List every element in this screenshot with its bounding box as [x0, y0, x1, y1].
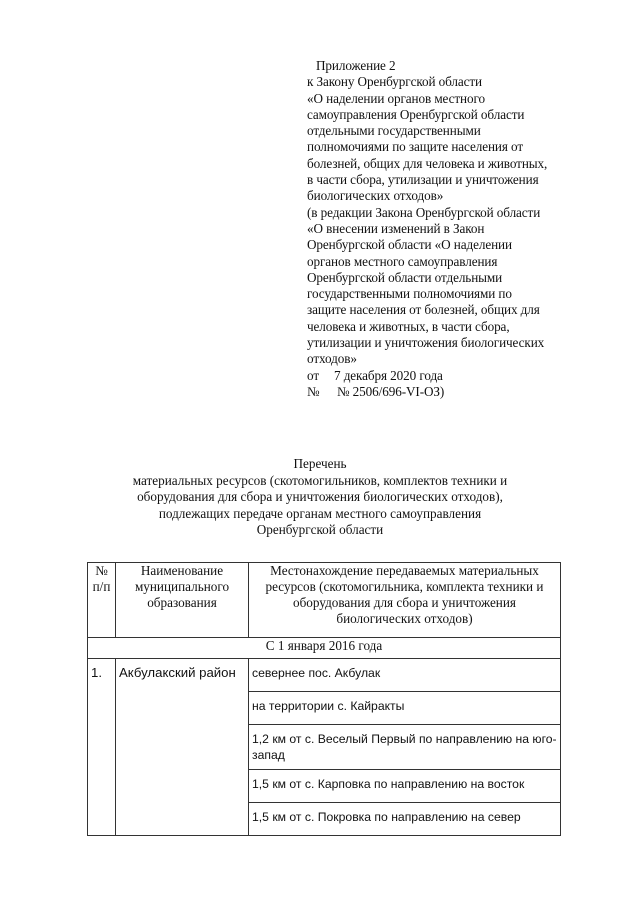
list-subtitle-line: оборудования для сбора и уничтожения биологических отходов),	[137, 489, 503, 505]
header-location: Местонахождение передаваемых материальных ресурсов (скотомогильника, комплекта техники и оборудования для сбора и уничтожения биологических отходов)	[249, 563, 561, 638]
appendix-line: «О наделении органов местного	[307, 90, 485, 106]
appendix-line: человека и животных, в части сбора,	[307, 318, 510, 334]
appendix-line: «О внесении изменений в Закон	[307, 220, 485, 236]
table-header-row	[88, 563, 561, 638]
row-num: 1.	[88, 659, 116, 836]
list-subtitle-line: материальных ресурсов (скотомогильников, комплектов техники и	[132, 472, 508, 488]
section-label: С 1 января 2016 года	[88, 638, 561, 659]
row-location: 1,2 км от с. Веселый Первый по направлению на юго-запад	[249, 725, 561, 770]
resources-table	[87, 562, 561, 836]
appendix-number-row	[307, 384, 597, 400]
appendix-line: биологических отходов»	[307, 188, 444, 204]
appendix-line: государственными полномочиями по	[307, 286, 512, 302]
appendix-number-key: №	[307, 383, 320, 399]
list-subtitle-line: подлежащих передаче органам местного самоуправления	[158, 505, 482, 521]
row-location: на территории с. Кайракты	[249, 692, 561, 725]
appendix-line: болезней, общих для человека и животных,	[307, 155, 548, 171]
appendix-line: отдельными государственными	[307, 123, 481, 139]
appendix-number: № 2506/696-VI-ОЗ)	[337, 383, 445, 399]
appendix-line: в части сбора, утилизации и уничтожения	[307, 172, 539, 188]
row-location: севернее пос. Акбулак	[249, 659, 561, 692]
header-num: № п/п	[88, 563, 116, 638]
table-section-row	[88, 638, 561, 659]
appendix-line: Оренбургской области «О наделении	[307, 237, 512, 253]
list-title: Перечень	[293, 456, 347, 471]
row-location: 1,5 км от с. Покровка по направлению на север	[249, 803, 561, 836]
appendix-line: (в редакции Закона Оренбургской области	[307, 204, 541, 220]
appendix-date-key: от	[307, 367, 319, 383]
appendix-block	[307, 58, 597, 400]
appendix-line: органов местного самоуправления	[307, 253, 498, 269]
row-location: 1,5 км от с. Карповка по направлению на восток	[249, 770, 561, 803]
appendix-line: к Закону Оренбургской области	[307, 74, 482, 90]
appendix-line: утилизации и уничтожения биологических	[307, 335, 545, 351]
appendix-title: Приложение 2	[316, 58, 396, 73]
header-name: Наименование муниципального образования	[116, 563, 249, 638]
table-row	[88, 659, 561, 692]
list-heading	[60, 456, 580, 539]
appendix-date: 7 декабря 2020 года	[334, 367, 443, 383]
appendix-date-row	[307, 368, 597, 384]
appendix-line: самоуправления Оренбургской области	[307, 106, 525, 122]
appendix-line: защите населения от болезней, общих для	[307, 302, 540, 318]
appendix-line: Оренбургской области отдельными	[307, 269, 503, 285]
appendix-line: отходов»	[307, 351, 357, 367]
row-district: Акбулакский район	[116, 659, 249, 836]
appendix-line: полномочиями по защите населения от	[307, 139, 524, 155]
list-subtitle-line: Оренбургской области	[256, 522, 384, 538]
